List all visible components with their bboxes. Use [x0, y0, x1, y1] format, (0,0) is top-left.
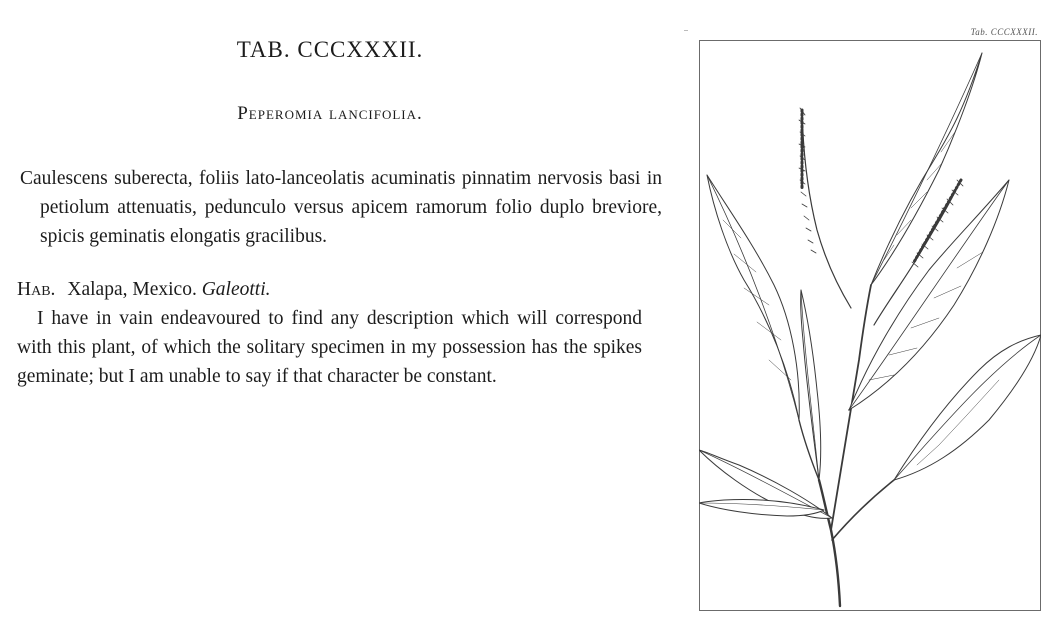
plate-number: Tab. CCCXXXII.	[970, 27, 1038, 37]
stem-branch-lower-right	[832, 480, 894, 540]
plant-ink	[699, 53, 1041, 606]
latin-diagnosis: Caulescens suberecta, foliis lato-lanceolatis acuminatis pinnatim nervosis basi in petiolum attenuatis, pedunculo versus apicem ramorum folio duplo breviore, spicis geminatis elongatis gracilibus.	[20, 168, 662, 247]
flower-spike-left	[799, 108, 851, 308]
plant-illustration	[699, 40, 1041, 611]
plate-corner-mark	[684, 30, 688, 34]
habitat-locality: Xalapa, Mexico.	[67, 279, 197, 300]
habitat-collector: Galeotti.	[201, 279, 271, 300]
leaf-middle	[801, 290, 821, 480]
habitat-line	[17, 276, 271, 304]
habitat-label: Hab.	[17, 279, 56, 300]
leaf-left	[707, 175, 799, 420]
observation-paragraph: I have in vain endeavoured to find any description which will correspond with this plant, of which the solitary specimen in my possession has the spikes geminate; but I am unable to say if that character be constant.	[17, 308, 642, 387]
plate-title: TAB. CCCXXXII.	[236, 37, 424, 62]
leaf-far-right	[894, 335, 1041, 480]
species-title: Peperomia lancifolia.	[237, 103, 423, 124]
